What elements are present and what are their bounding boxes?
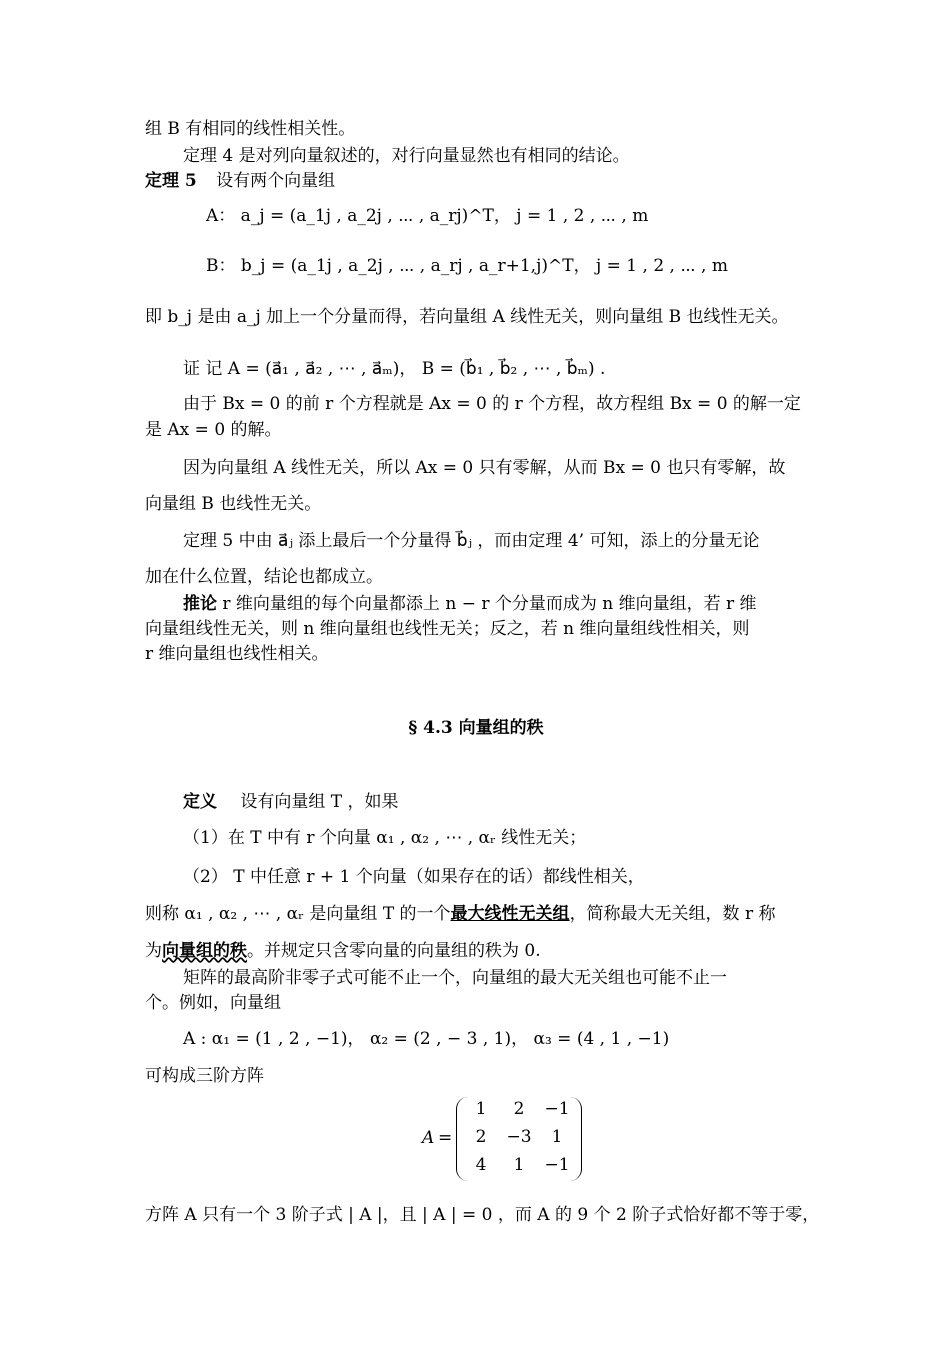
matrix-cell: 4 [475, 1155, 487, 1175]
definition-text: 则称 α₁ , α₂ , ⋯ , αᵣ 是向量组 T 的一个 [145, 904, 451, 924]
corollary-label: 推论 [183, 594, 217, 614]
definition-item-1: （1）在 T 中有 r 个向量 α₁ , α₂ , ⋯ , αᵣ 线性无关； [183, 828, 587, 848]
matrix-row [457, 1155, 581, 1179]
text-line: 个。例如，向量组 [145, 993, 281, 1013]
corollary-line [183, 592, 848, 616]
definition-label: 定义 [183, 792, 217, 812]
section-title: § 4.3 向量组的秩 [408, 718, 544, 738]
text-line: 是 Ax = 0 的解。 [145, 420, 282, 440]
matrix-cell: 1 [513, 1155, 525, 1175]
matrix-cell: −1 [544, 1099, 570, 1119]
theorem-text: 设有两个向量组 [216, 171, 336, 191]
proof-line: 证 记 A = (a⃗₁ , a⃗₂ , ⋯ , a⃗ₘ)， B = (b⃗₁ , b⃗₂ , ⋯ , b⃗ₘ) . [183, 359, 606, 379]
definition-intro: 设有向量组 T ，如果 [240, 792, 399, 812]
text-line: 向量组线性无关，则 n 维向量组也线性无关；反之，若 n 维向量组线性相关，则 [145, 619, 750, 639]
matrix-cell: 2 [513, 1099, 525, 1119]
text-line: 矩阵的最高阶非零子式可能不止一个，向量组的最大无关组也可能不止一 [183, 968, 727, 988]
text-line: 向量组 B 也线性无关。 [145, 494, 322, 514]
equation-b: B： b_j = (a_1j , a_2j , ⋯ , a_rj , a_r+1,j)^T， j = 1 , 2 , ⋯ , m [206, 256, 728, 276]
matrix-a [422, 1097, 582, 1183]
definition-conclusion [145, 902, 810, 926]
text-line: 定理 5 中由 a⃗ⱼ 添上最后一个分量得 b⃗ⱼ ，而由定理 4’ 可知，添上的分量无论 [183, 531, 760, 551]
text-line: 即 b_j 是由 a_j 加上一个分量而得，若向量组 A 线性无关，则向量组 B 也线性无关。 [145, 307, 789, 327]
text-line: 由于 Bx = 0 的前 r 个方程就是 Ax = 0 的 r 个方程，故方程组 Bx = 0 的解一定 [183, 394, 801, 414]
matrix-label: A [422, 1128, 435, 1148]
text-line: 组 B 有相同的线性相关性。 [145, 119, 356, 139]
vector-equation: A : α₁ = (1 , 2 , −1)， α₂ = (2 , − 3 , 1)， α₃ = (4 , 1 , −1) [183, 1029, 670, 1049]
theorem-5-line [145, 169, 810, 193]
definition-text: 。并规定只含零向量的向量组的秩为 0. [247, 941, 541, 961]
term-rank: 向量组的秩 [162, 941, 247, 961]
definition-text: 为 [145, 941, 162, 961]
matrix-cell: 1 [551, 1127, 563, 1147]
text-line: 可构成三阶方阵 [145, 1066, 264, 1086]
definition-conclusion-2 [145, 939, 810, 963]
corollary-text: r 维向量组的每个向量都添上 n − r 个分量而成为 n 维向量组，若 r 维 [222, 594, 757, 614]
text-line: 加在什么位置，结论也都成立。 [145, 567, 383, 587]
matrix-row [457, 1127, 581, 1151]
matrix-row [457, 1099, 581, 1123]
definition-text: ，简称最大无关组，数 r 称 [569, 904, 776, 924]
equation-a: A： a_j = (a_1j , a_2j , ⋯ , a_rj)^T， j = 1 , 2 , ⋯ , m [206, 206, 649, 226]
matrix-cell: −1 [544, 1155, 570, 1175]
matrix-equals: = [438, 1128, 453, 1148]
matrix-cell: 1 [475, 1099, 487, 1119]
text-line: 因为向量组 A 线性无关，所以 Ax = 0 只有零解，从而 Bx = 0 也只有零解，故 [183, 458, 786, 478]
matrix-body [456, 1097, 582, 1181]
text-line: 定理 4 是对列向量叙述的，对行向量显然也有相同的结论。 [183, 146, 630, 166]
definition-line [183, 790, 848, 814]
text-line: 方阵 A 只有一个 3 阶子式 | A |，且 | A | = 0 ，而 A 的 9 个 2 阶子式恰好都不等于零， [145, 1205, 820, 1225]
matrix-cell: 2 [475, 1127, 487, 1147]
theorem-label: 定理 5 [145, 171, 197, 191]
matrix-cell: −3 [506, 1127, 532, 1147]
definition-item-2: （2） T 中任意 r + 1 个向量（如果存在的话）都线性相关， [183, 867, 645, 887]
text-line: r 维向量组也线性相关。 [145, 644, 329, 664]
term-max-independent-set: 最大线性无关组 [450, 904, 570, 924]
